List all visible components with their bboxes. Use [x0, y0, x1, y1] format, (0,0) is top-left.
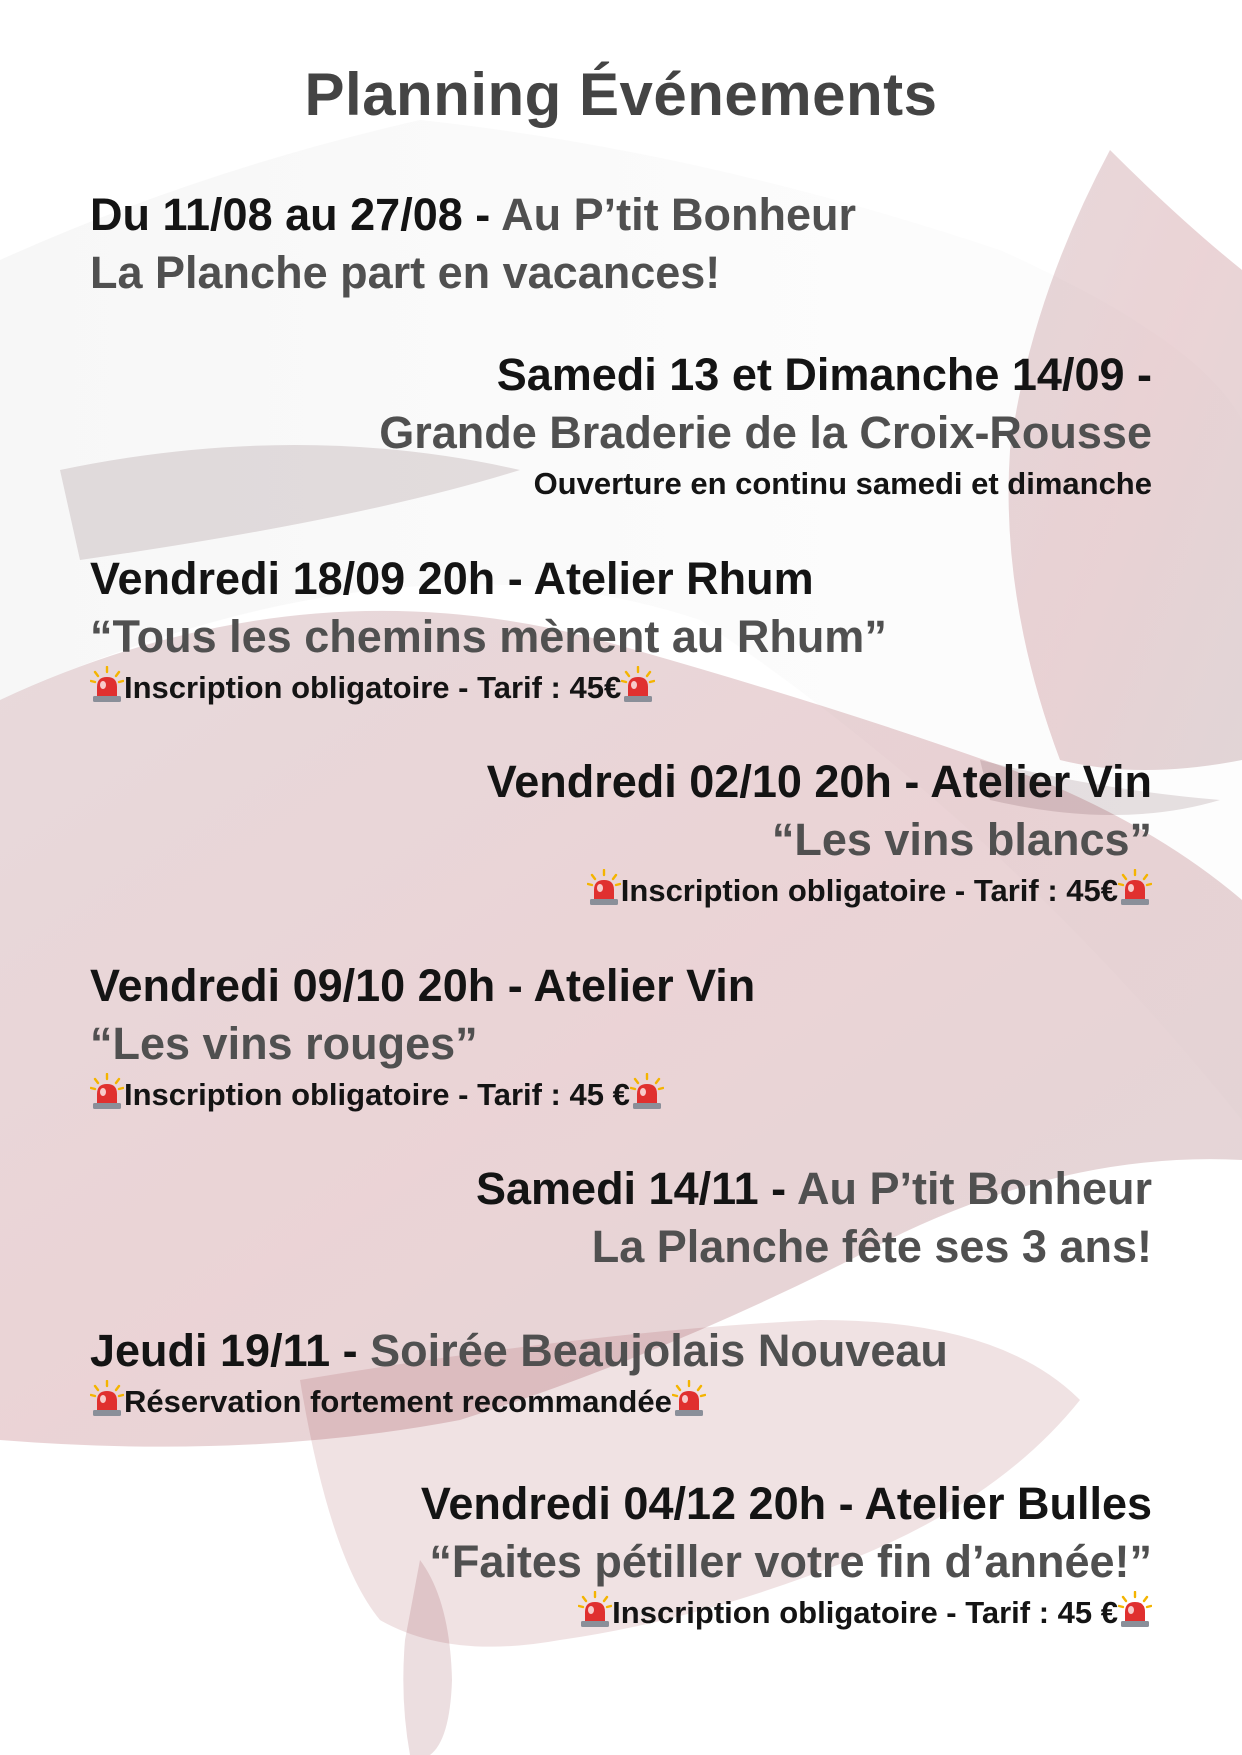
event-place: Soirée Beaujolais Nouveau	[370, 1325, 948, 1376]
event-subtitle: La Planche fête ses 3 ans!	[591, 1221, 1152, 1272]
page-title: Planning Événements	[304, 61, 938, 128]
event-place: Au P’tit Bonheur	[797, 1163, 1152, 1214]
siren-icon	[621, 666, 655, 704]
event-date: Vendredi 04/12 20h - Atelier Bulles	[420, 1478, 1152, 1529]
event-4	[90, 753, 1152, 913]
event-subtitle: “Les vins rouges”	[90, 1018, 478, 1069]
event-date: Vendredi 09/10 20h - Atelier Vin	[90, 960, 756, 1011]
event-date: Vendredi 18/09 20h - Atelier Rhum	[90, 553, 814, 604]
event-note: Inscription obligatoire - Tarif : 45 €	[612, 1595, 1118, 1630]
event-note: Inscription obligatoire - Tarif : 45€	[620, 873, 1118, 908]
event-6	[90, 1160, 1152, 1276]
event-note: Inscription obligatoire - Tarif : 45€	[124, 670, 622, 705]
siren-icon	[587, 869, 621, 907]
event-3	[90, 550, 1152, 710]
event-5	[90, 957, 1152, 1117]
event-subtitle: “Tous les chemins mènent au Rhum”	[90, 611, 887, 662]
event-7	[90, 1322, 1152, 1424]
siren-icon	[1118, 869, 1152, 907]
siren-icon	[90, 666, 124, 704]
event-date: Vendredi 02/10 20h - Atelier Vin	[486, 756, 1152, 807]
event-subtitle: “Faites pétiller votre fin d’année!”	[429, 1536, 1152, 1587]
event-subtitle: La Planche part en vacances!	[90, 247, 721, 298]
siren-icon	[1118, 1591, 1152, 1629]
siren-icon	[90, 1073, 124, 1111]
event-place: Au P’tit Bonheur	[501, 189, 857, 240]
siren-icon	[672, 1380, 706, 1418]
event-date: Jeudi 19/11 -	[90, 1325, 358, 1376]
event-8	[90, 1475, 1152, 1635]
siren-icon	[90, 1380, 124, 1418]
event-date: Du 11/08 au 27/08 -	[90, 189, 491, 240]
event-1	[90, 186, 1152, 302]
siren-icon	[578, 1591, 612, 1629]
event-note: Ouverture en continu samedi et dimanche	[533, 466, 1152, 501]
event-date: Samedi 13 et Dimanche 14/09 -	[496, 349, 1152, 400]
event-date: Samedi 14/11 -	[475, 1163, 787, 1214]
event-note: Réservation fortement recommandée	[124, 1384, 672, 1419]
event-subtitle: “Les vins blancs”	[771, 814, 1152, 865]
event-2	[90, 346, 1152, 506]
event-subtitle: Grande Braderie de la Croix-Rousse	[379, 407, 1152, 458]
event-note: Inscription obligatoire - Tarif : 45 €	[124, 1077, 630, 1112]
siren-icon	[630, 1073, 664, 1111]
